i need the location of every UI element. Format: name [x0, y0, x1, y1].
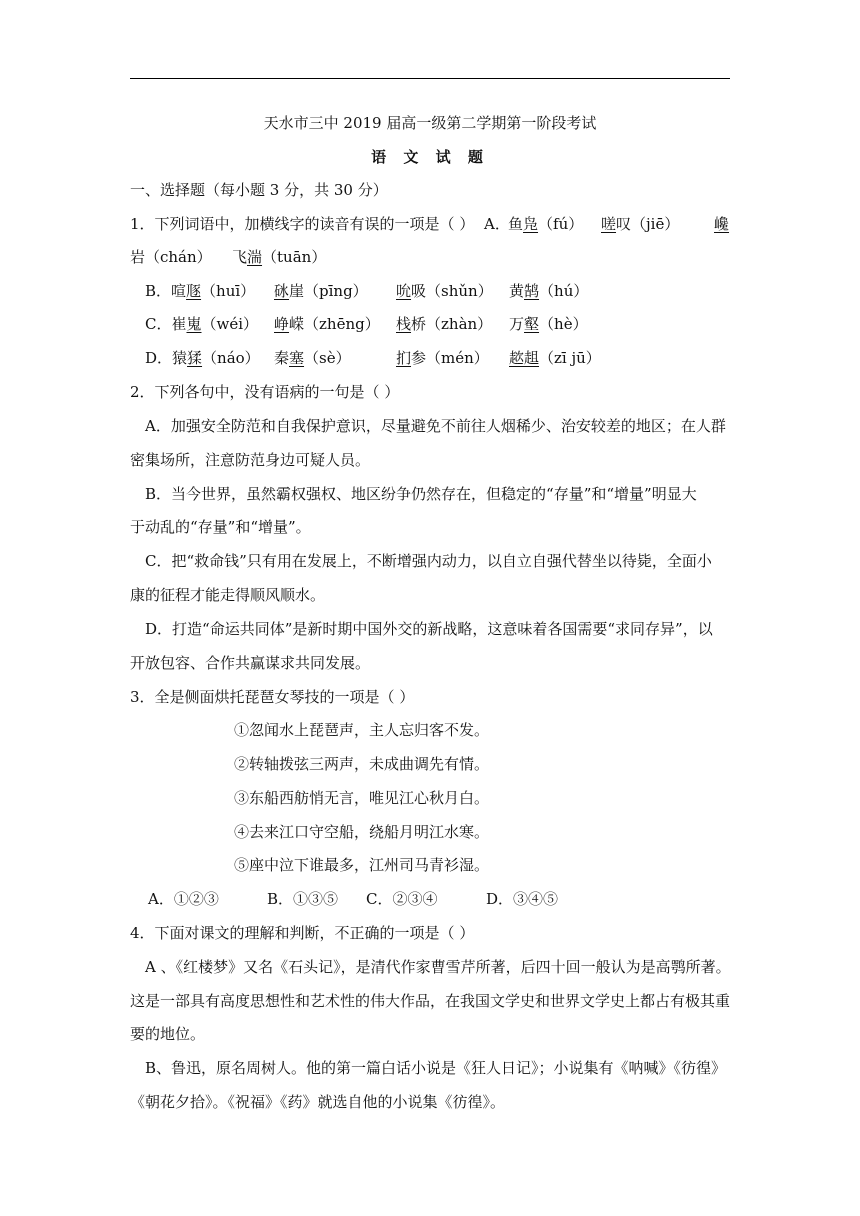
q1-b-item: 吮吸（shǔn）: [396, 282, 493, 300]
q2-option-d-cont: 开放包容、合作共赢谋求共同发展。: [130, 654, 371, 672]
q4-option-a-cont: 要的地位。: [130, 1025, 206, 1043]
q2-option-a-cont: 密集场所，注意防范身边可疑人员。: [130, 451, 371, 469]
q1-b-item: B．喧豗（huī）: [145, 282, 256, 300]
q1-d-item: 扪参（mén）: [396, 349, 489, 367]
header-rule: [130, 78, 730, 79]
q1-c-item: C．崔嵬（wéi）: [145, 315, 259, 333]
q4-stem: 4．下面对课文的理解和判断，不正确的一项是（ ）: [130, 924, 475, 942]
q1-a-item: 鱼凫（fú）: [508, 215, 584, 233]
q2-option-a: A．加强安全防范和自我保护意识，尽量避免不前往人烟稀少、治安较差的地区；在人群: [145, 417, 726, 435]
q2-option-c-cont: 康的征程才能走得顺风顺水。: [130, 586, 326, 604]
q3-option: B．①③⑤: [267, 890, 339, 908]
q3-poem-line: ①忽闻水上琵琶声，主人忘归客不发。: [234, 721, 490, 739]
q1-a-item: 岩（chán）: [130, 248, 212, 266]
q1-d-item: 秦塞（sè）: [274, 349, 351, 367]
q1-a-item: 飞湍（tuān）: [232, 248, 327, 266]
q3-poem-line: ③东船西舫悄无言，唯见江心秋月白。: [234, 789, 490, 807]
q2-option-c: C．把“救命钱”只有用在发展上，不断增强内动力，以自立自强代替坐以待毙，全面小: [145, 552, 712, 570]
q3-poem-line: ②转轴拨弦三两声，未成曲调先有情。: [234, 755, 490, 773]
q4-option-a: A 、《红楼梦》又名《石头记》，是清代作家曹雪芹所著，后四十回一般认为是高鹗所著。: [145, 958, 731, 976]
q1-option-a-label: A．: [484, 215, 510, 233]
q1-b-item: 黄鹄（hú）: [509, 282, 589, 300]
q1-d-item: 趑趄（zī jū）: [509, 349, 601, 367]
q3-option: D．③④⑤: [486, 890, 559, 908]
q2-option-d: D．打造“命运共同体”是新时期中国外交的新战略，这意味着各国需要“求同存异”，以: [145, 620, 713, 638]
exam-title: 天水市三中 2019 届高一级第二学期第一阶段考试: [263, 114, 597, 132]
q3-option: A．①②③: [148, 890, 219, 908]
q1-b-item: 砯崖（pīng）: [274, 282, 368, 300]
q2-option-b: B．当今世界，虽然霸权强权、地区纷争仍然存在，但稳定的“存量”和“增量”明显大: [145, 485, 697, 503]
q3-option: C．②③④: [366, 890, 438, 908]
q3-poem-line: ④去来江口守空船，绕船月明江水寒。: [234, 823, 490, 841]
q1-c-item: 峥嵘（zhēng）: [274, 315, 380, 333]
q1-a-item: 巉: [714, 215, 730, 233]
q4-option-b-cont: 《朝花夕拾》。《祝福》《药》就选自他的小说集《彷徨》。: [130, 1093, 506, 1111]
section-heading: 一、选择题（每小题 3 分，共 30 分）: [130, 181, 388, 199]
q1-a-item: 嗟叹（jiē）: [601, 215, 680, 233]
q2-option-b-cont: 于动乱的“存量”和“增量”。: [130, 518, 311, 536]
q1-c-item: 栈桥（zhàn）: [396, 315, 493, 333]
q2-stem: 2．下列各句中，没有语病的一句是（ ）: [130, 383, 400, 401]
subject-title: 语 文 试 题: [371, 148, 489, 166]
q4-option-b: B、鲁迅，原名周树人。他的第一篇白话小说是《狂人日记》；小说集有《呐喊》《彷徨》: [145, 1059, 727, 1077]
q1-d-item: D．猿猱（náo）: [145, 349, 260, 367]
q1-stem: 1．下列词语中，加横线字的读音有误的一项是（ ）: [130, 215, 475, 233]
q1-c-item: 万壑（hè）: [509, 315, 588, 333]
q3-poem-line: ⑤座中泣下谁最多，江州司马青衫湿。: [234, 856, 490, 874]
q4-option-a-cont: 这是一部具有高度思想性和艺术性的伟大作品，在我国文学史和世界文学史上都占有极其重: [130, 992, 731, 1010]
q3-stem: 3．全是侧面烘托琵琶女琴技的一项是（ ）: [130, 688, 415, 706]
